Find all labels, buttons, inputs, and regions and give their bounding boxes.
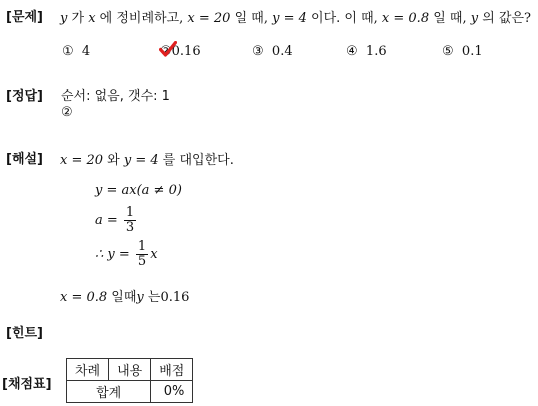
answer-meta: 순서: 없음, 갯수: 1 [61,89,170,104]
option-3[interactable] [252,44,293,59]
option-marker: ① [62,44,74,59]
option-marker: ② [160,44,172,59]
explanation-conclusion: x = 0.8 일때y 는0.16 [60,290,190,305]
option-marker: ③ [252,44,264,59]
header-cell-score: 배점 [151,359,193,381]
option-value: 4 [81,44,91,59]
option-5[interactable] [442,44,483,59]
checkmark-icon [159,41,177,57]
fraction: $\frac{1}{5}$ [137,239,147,269]
option-4[interactable] [346,44,387,59]
hint-label: [힌트] [6,326,43,341]
answer-value: ② [61,105,73,120]
header-cell-content: 내용 [109,359,151,381]
problem-text: y 가 x 에 정비례하고, x = 20 일 때, y = 4 이다. 이 때, x = 0.8 일 때, y 의 값은? [60,11,532,26]
table-row [67,381,193,403]
equation-2: a = $\frac{1}{3}$ [95,205,135,235]
option-marker: ④ [346,44,358,59]
fraction: $\frac{1}{3}$ [125,205,135,235]
option-marker: ⑤ [442,44,454,59]
rubric-table [66,358,193,403]
explanation-intro: x = 20 와 y = 4 를 대입한다. [60,153,234,168]
option-value: 1.6 [365,44,387,59]
total-label-cell: 합계 [67,381,151,403]
equation-1: y = ax(a ≠ 0) [95,183,182,198]
total-value-cell: 0% [151,381,193,403]
table-row [67,359,193,381]
header-cell-order: 차례 [67,359,109,381]
answer-label: [정답] [6,89,43,104]
explanation-label: [해설] [6,152,43,167]
option-value: 0.16 [171,44,201,59]
option-1[interactable] [62,44,90,59]
option-value: 0.4 [271,44,293,59]
rubric-label: [채점표] [2,377,52,392]
problem-label: [문제] [6,10,43,25]
option-value: 0.1 [461,44,483,59]
equation-3: ∴ y = $\frac{1}{5}$ x [95,239,158,269]
